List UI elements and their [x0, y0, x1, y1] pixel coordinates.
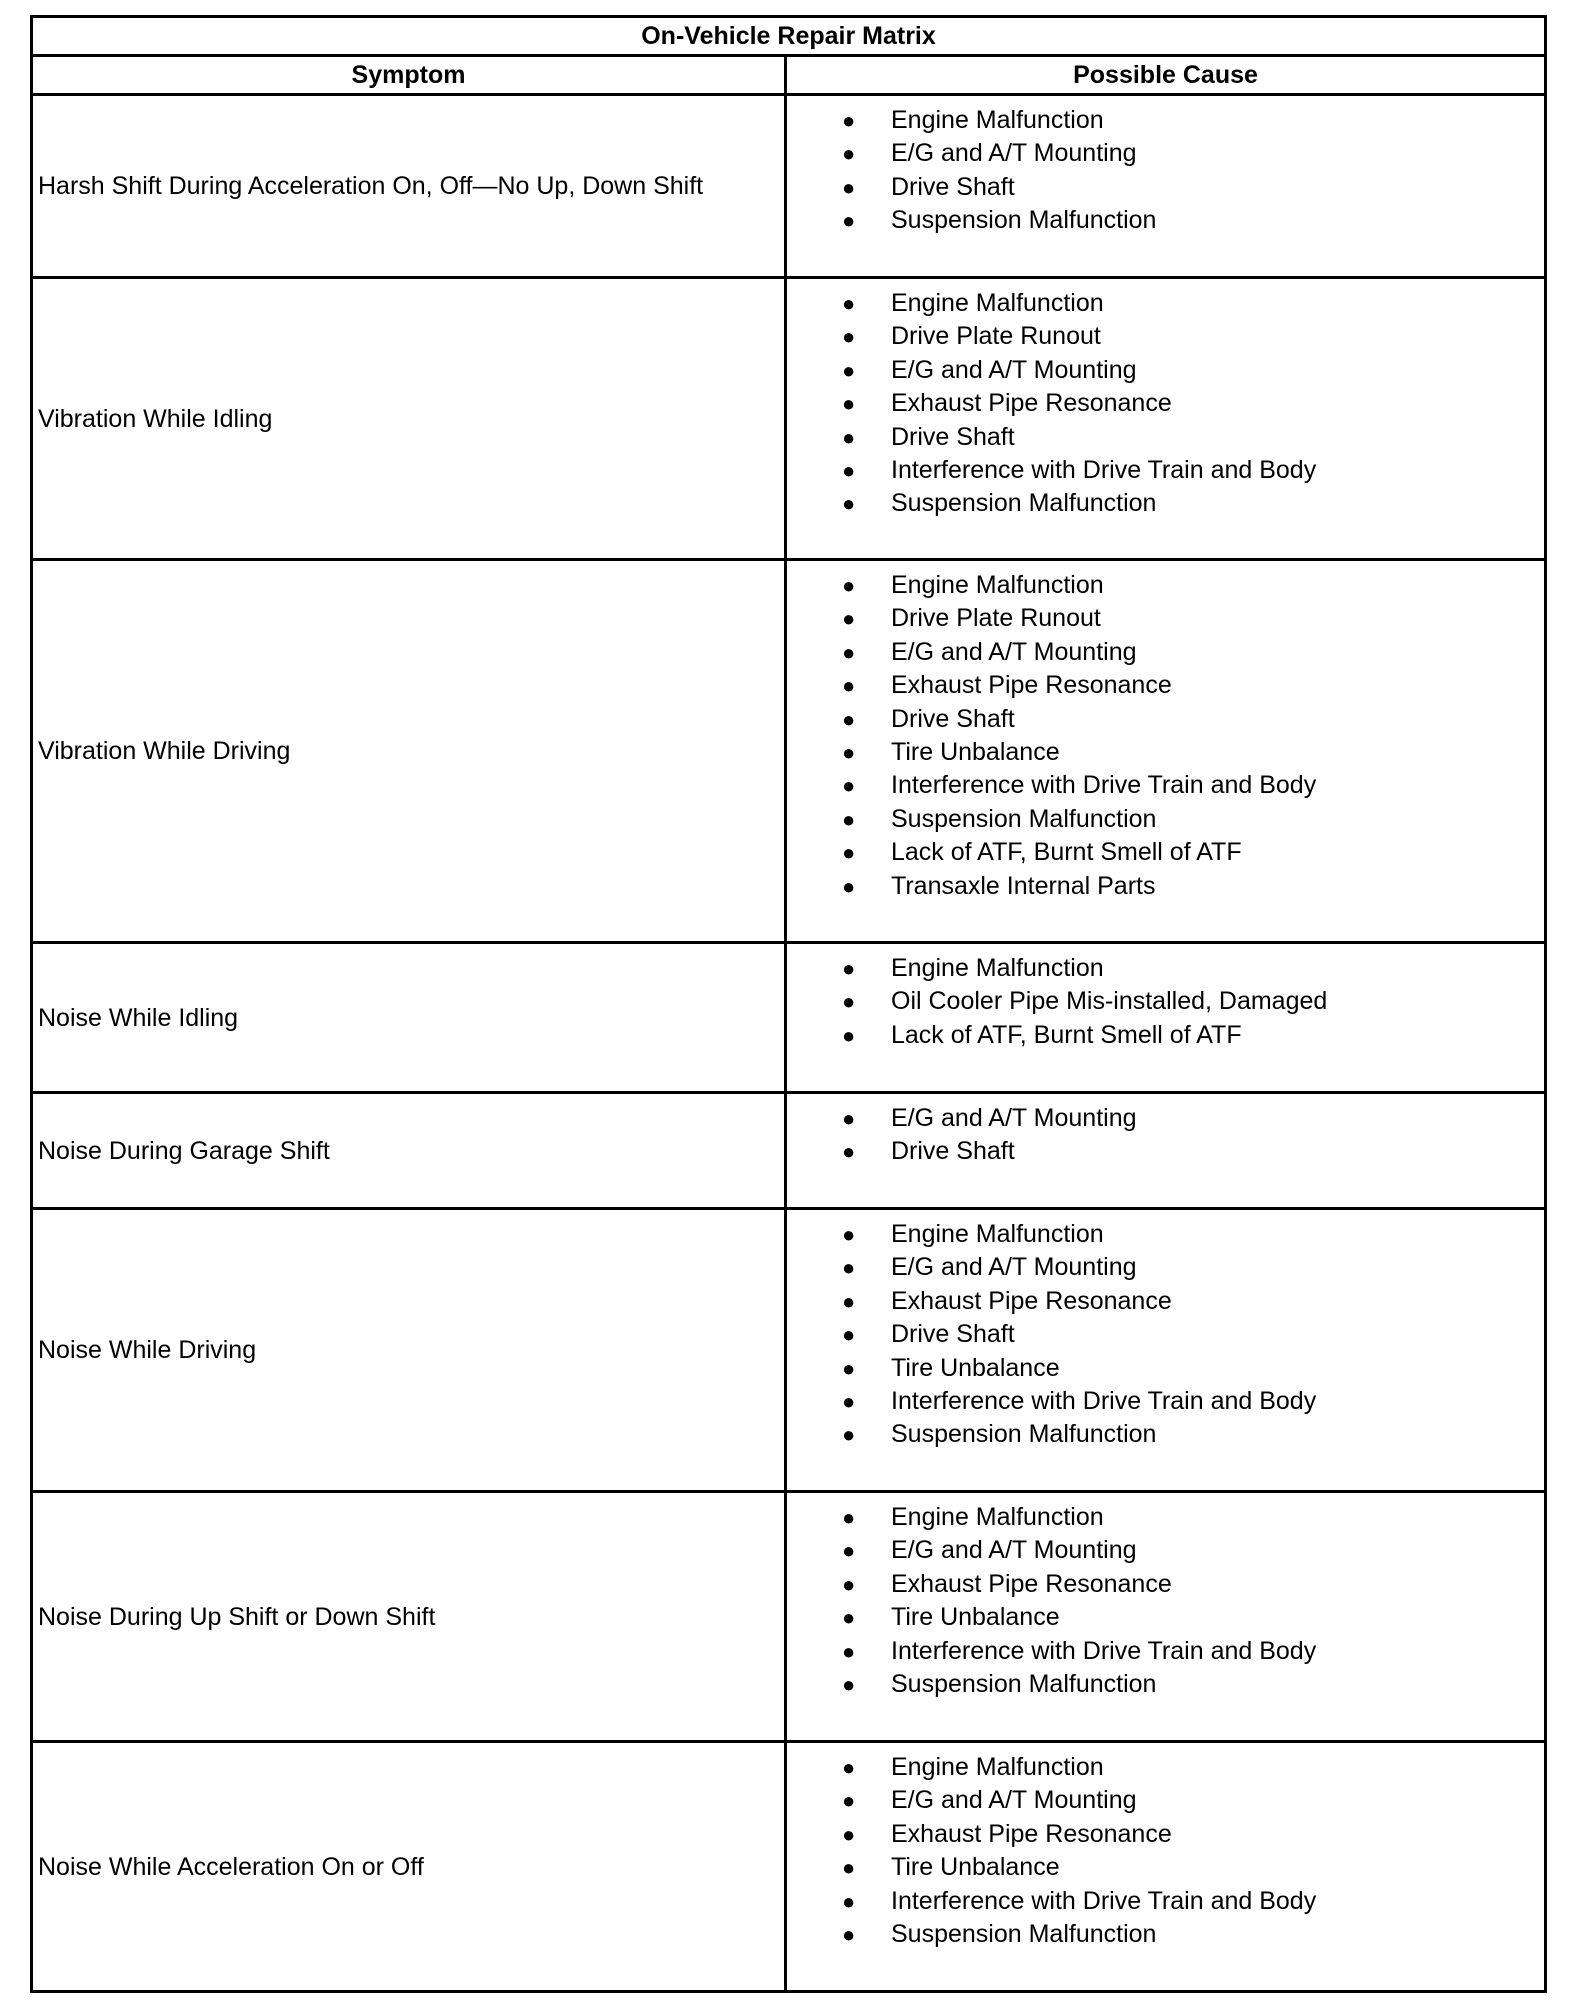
bullet-icon: ● [842, 1388, 856, 1414]
cause-text: Interference with Drive Train and Body [891, 1886, 1317, 1915]
bullet-icon: ● [842, 1605, 856, 1631]
cause-list-item [787, 1751, 1544, 1784]
cause-text: Engine Malfunction [891, 954, 1104, 982]
bullet-icon: ● [842, 739, 856, 765]
bullet-icon: ● [842, 1638, 856, 1664]
cause-text: Engine Malfunction [891, 571, 1104, 599]
table-header-row [32, 56, 1546, 95]
cause-text: Engine Malfunction [891, 106, 1104, 134]
bullet-icon: ● [842, 1355, 856, 1381]
cause-list-item [787, 1851, 1544, 1884]
cause-list-item [787, 602, 1544, 635]
bullet-icon: ● [842, 291, 856, 316]
cause-list-item [787, 1818, 1544, 1851]
symptom-cell: Noise During Up Shift or Down Shift [32, 1492, 786, 1742]
symptom-column-header: Symptom [32, 56, 786, 95]
cause-list-item [787, 320, 1544, 353]
cause-list-item [787, 803, 1544, 836]
cause-list-item [787, 703, 1544, 736]
symptom-cell: Noise During Garage Shift [32, 1093, 786, 1209]
symptom-cell: Noise While Idling [32, 943, 786, 1093]
bullet-icon: ● [842, 1505, 856, 1530]
bullet-icon: ● [842, 1322, 856, 1348]
bullet-icon: ● [842, 424, 856, 450]
cause-list-item [787, 1784, 1544, 1817]
cause-list-item [787, 1285, 1544, 1318]
bullet-icon: ● [842, 773, 856, 799]
symptom-cell: Noise While Driving [32, 1209, 786, 1492]
cause-cell [786, 1742, 1546, 1992]
cause-list-item [787, 1135, 1544, 1168]
cause-text: E/G and A/T Mounting [891, 139, 1137, 168]
cause-list [787, 1102, 1544, 1169]
table-row [32, 560, 1546, 943]
cause-list-item [787, 487, 1544, 520]
table-row [32, 1209, 1546, 1492]
cause-cell [786, 1492, 1546, 1742]
cause-text: Engine Malfunction [891, 1220, 1104, 1248]
cause-text: Tire Unbalance [891, 737, 1060, 766]
cause-column-header: Possible Cause [786, 56, 1546, 95]
cause-list [787, 952, 1544, 1052]
bullet-icon: ● [842, 1022, 856, 1048]
bullet-icon: ● [842, 706, 856, 732]
cause-text: Drive Shaft [891, 1320, 1015, 1349]
cause-text: Suspension Malfunction [891, 1669, 1157, 1698]
cause-list-item [787, 1385, 1544, 1418]
bullet-icon: ● [842, 873, 856, 899]
cause-list-item [787, 769, 1544, 802]
cause-list-item [787, 204, 1544, 237]
table-row [32, 278, 1546, 560]
cause-text: Suspension Malfunction [891, 1919, 1157, 1948]
cause-cell [786, 1209, 1546, 1492]
cause-text: Oil Cooler Pipe Mis-installed, Damaged [891, 987, 1328, 1016]
cause-text: Exhaust Pipe Resonance [891, 389, 1172, 418]
cause-cell [786, 943, 1546, 1093]
cause-list-item [787, 1501, 1544, 1534]
bullet-icon: ● [842, 174, 856, 200]
cause-text: Exhaust Pipe Resonance [891, 1819, 1172, 1848]
bullet-icon: ● [842, 1422, 856, 1448]
cause-list [787, 1501, 1544, 1701]
cause-list-item [787, 985, 1544, 1018]
cause-list-item [787, 1601, 1544, 1634]
cause-list-item [787, 354, 1544, 387]
cause-text: Interference with Drive Train and Body [891, 771, 1317, 800]
table-row [32, 1742, 1546, 1992]
cause-text: E/G and A/T Mounting [891, 355, 1137, 384]
cause-list-item [787, 1352, 1544, 1385]
bullet-icon: ● [842, 1888, 856, 1914]
cause-list-item [787, 1418, 1544, 1451]
bullet-icon: ● [842, 1855, 856, 1881]
bullet-icon: ● [842, 1139, 856, 1165]
symptom-cell: Noise While Acceleration On or Off [32, 1742, 786, 1992]
bullet-icon: ● [842, 391, 856, 417]
bullet-icon: ● [842, 457, 856, 483]
cause-text: Tire Unbalance [891, 1353, 1060, 1382]
cause-text: Transaxle Internal Parts [891, 871, 1156, 900]
cause-text: E/G and A/T Mounting [891, 1104, 1137, 1132]
bullet-icon: ● [842, 357, 856, 383]
cause-text: Interference with Drive Train and Body [891, 1636, 1317, 1665]
cause-text: Suspension Malfunction [891, 206, 1157, 235]
bullet-icon: ● [842, 1671, 856, 1697]
cause-list [787, 1751, 1544, 1951]
bullet-icon: ● [842, 141, 856, 167]
cause-list-item [787, 669, 1544, 702]
cause-text: E/G and A/T Mounting [891, 1786, 1137, 1815]
cause-text: Drive Plate Runout [891, 604, 1101, 633]
cause-text: Drive Shaft [891, 172, 1015, 201]
cause-text: Exhaust Pipe Resonance [891, 1569, 1172, 1598]
symptom-cell: Vibration While Driving [32, 560, 786, 943]
bullet-icon: ● [842, 956, 856, 981]
cause-text: Drive Shaft [891, 704, 1015, 733]
repair-matrix-table [30, 15, 1547, 1993]
cause-text: Engine Malfunction [891, 1503, 1104, 1531]
cause-text: Engine Malfunction [891, 289, 1104, 317]
table-title: On-Vehicle Repair Matrix [32, 17, 1546, 56]
cause-list-item [787, 1635, 1544, 1668]
cause-text: Tire Unbalance [891, 1603, 1060, 1632]
cause-list-item [787, 1534, 1544, 1567]
bullet-icon: ● [842, 1821, 856, 1847]
bullet-icon: ● [842, 639, 856, 665]
cause-text: Drive Shaft [891, 1137, 1015, 1166]
bullet-icon: ● [842, 806, 856, 832]
cause-list [787, 287, 1544, 521]
cause-list-item [787, 736, 1544, 769]
bullet-icon: ● [842, 1288, 856, 1314]
bullet-icon: ● [842, 1755, 856, 1780]
bullet-icon: ● [842, 1255, 856, 1281]
symptom-cell: Harsh Shift During Acceleration On, Off—No Up, Down Shift [32, 95, 786, 278]
bullet-icon: ● [842, 573, 856, 598]
cause-cell [786, 278, 1546, 560]
cause-list-item [787, 569, 1544, 602]
bullet-icon: ● [842, 491, 856, 517]
cause-list-item [787, 287, 1544, 320]
bullet-icon: ● [842, 1106, 856, 1131]
cause-text: Lack of ATF, Burnt Smell of ATF [891, 1020, 1242, 1049]
bullet-icon: ● [842, 673, 856, 699]
cause-list-item [787, 1218, 1544, 1251]
bullet-icon: ● [842, 606, 856, 632]
cause-list-item [787, 870, 1544, 903]
table-row [32, 1492, 1546, 1742]
table-row [32, 943, 1546, 1093]
cause-text: E/G and A/T Mounting [891, 1253, 1137, 1282]
cause-text: E/G and A/T Mounting [891, 637, 1137, 666]
cause-list-item [787, 137, 1544, 170]
cause-list-item [787, 1668, 1544, 1701]
cause-list-item [787, 636, 1544, 669]
cause-list-item [787, 1019, 1544, 1052]
table-row [32, 1093, 1546, 1209]
cause-list-item [787, 1102, 1544, 1135]
cause-text: Exhaust Pipe Resonance [891, 671, 1172, 700]
cause-text: Exhaust Pipe Resonance [891, 1286, 1172, 1315]
cause-text: Suspension Malfunction [891, 804, 1157, 833]
cause-list-item [787, 104, 1544, 137]
bullet-icon: ● [842, 1921, 856, 1947]
table-row [32, 95, 1546, 278]
cause-text: Tire Unbalance [891, 1853, 1060, 1882]
table-title-row [32, 17, 1546, 56]
bullet-icon: ● [842, 1788, 856, 1814]
cause-list-item [787, 171, 1544, 204]
cause-list-item [787, 952, 1544, 985]
cause-text: Interference with Drive Train and Body [891, 455, 1317, 484]
cause-list-item [787, 1251, 1544, 1284]
cause-text: Suspension Malfunction [891, 489, 1157, 518]
cause-list-item [787, 387, 1544, 420]
bullet-icon: ● [842, 208, 856, 234]
bullet-icon: ● [842, 324, 856, 350]
cause-list [787, 104, 1544, 238]
cause-text: Interference with Drive Train and Body [891, 1386, 1317, 1415]
cause-list-item [787, 1568, 1544, 1601]
cause-list [787, 569, 1544, 903]
bullet-icon: ● [842, 840, 856, 866]
cause-list-item [787, 1918, 1544, 1951]
cause-cell [786, 560, 1546, 943]
cause-text: Lack of ATF, Burnt Smell of ATF [891, 838, 1242, 867]
cause-list-item [787, 421, 1544, 454]
cause-cell [786, 95, 1546, 278]
cause-list [787, 1218, 1544, 1452]
table-body [32, 95, 1546, 1992]
cause-text: Suspension Malfunction [891, 1420, 1157, 1449]
bullet-icon: ● [842, 1538, 856, 1564]
bullet-icon: ● [842, 1571, 856, 1597]
cause-list-item [787, 454, 1544, 487]
cause-list-item [787, 1318, 1544, 1351]
bullet-icon: ● [842, 1222, 856, 1247]
cause-text: E/G and A/T Mounting [891, 1536, 1137, 1565]
cause-cell [786, 1093, 1546, 1209]
cause-list-item [787, 836, 1544, 869]
cause-text: Drive Plate Runout [891, 322, 1101, 351]
cause-list-item [787, 1885, 1544, 1918]
bullet-icon: ● [842, 108, 856, 133]
bullet-icon: ● [842, 989, 856, 1015]
symptom-cell: Vibration While Idling [32, 278, 786, 560]
cause-text: Drive Shaft [891, 422, 1015, 451]
cause-text: Engine Malfunction [891, 1753, 1104, 1781]
